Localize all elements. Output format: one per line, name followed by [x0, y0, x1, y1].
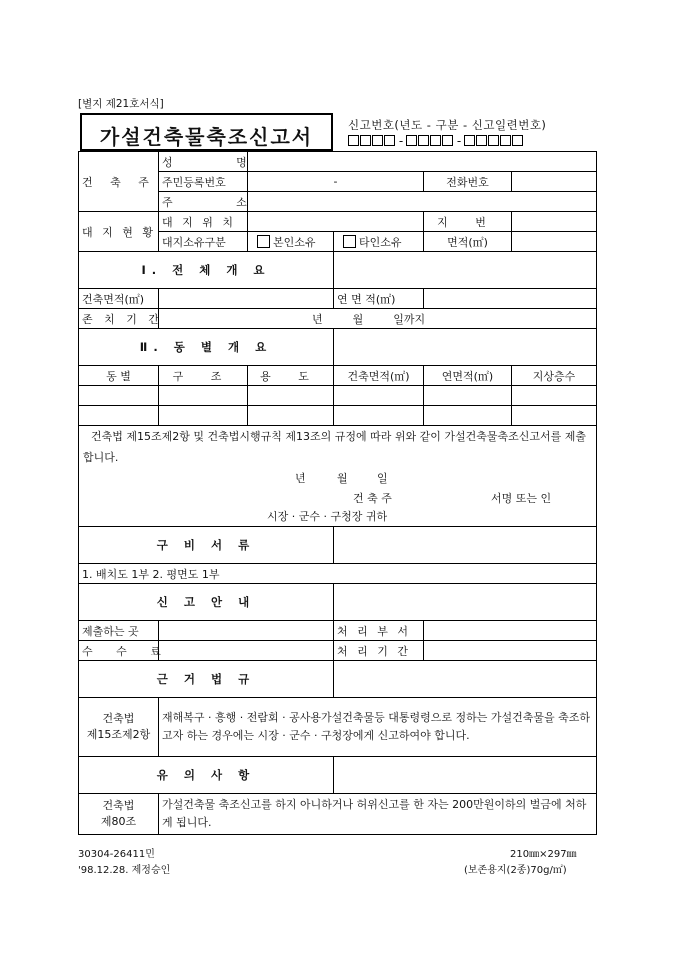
- own-checkbox[interactable]: [257, 235, 270, 248]
- documents-list: 1. 배치도 1부 2. 평면도 1부: [79, 564, 597, 584]
- lot-number-label: 지 번: [424, 212, 512, 232]
- own-option[interactable]: [248, 232, 334, 252]
- registration-number-label: 신고번호(년도 - 구분 - 신고일련번호): [348, 118, 547, 132]
- declaration-block: [79, 426, 597, 527]
- notes-section-title: 유 의 사 항: [79, 757, 334, 794]
- fee-field: [159, 641, 334, 661]
- col-building: 동 별: [79, 366, 159, 386]
- duration-month: 월: [352, 312, 364, 326]
- rrn-field[interactable]: [248, 172, 424, 192]
- guide-section-title: 신 고 안 내: [79, 584, 334, 621]
- declaration-month: 월: [337, 472, 348, 485]
- registration-number-boxes[interactable]: [348, 134, 524, 148]
- site-location-label: 대 지 위 치: [159, 212, 248, 232]
- owner-header: 건 축 주: [79, 152, 159, 212]
- col-structure: 구 조: [159, 366, 248, 386]
- dept-label: 처 리 부 서: [334, 621, 424, 641]
- name-field[interactable]: [248, 152, 597, 172]
- own-option-label: 본인소유: [273, 235, 316, 249]
- site-header: 대 지 현 황: [79, 212, 159, 252]
- legal-text: 재해복구 · 흥행 · 전람회 · 공사용가설건축물등 대통령령으로 정하는 가설건축물을 축조하고자 하는 경우에는 시장 · 군수 · 구청장에게 신고하여야 합니다.: [159, 698, 597, 757]
- declaration-text: 건축법 제15조제2항 및 건축법시행규칙 제13조의 규정에 따라 위와 같이 가설건축물축조신고서를 제출합니다.: [83, 430, 586, 464]
- duration-year: 년: [312, 312, 323, 326]
- period-field: [424, 641, 597, 661]
- guide-blank: [334, 584, 597, 621]
- documents-blank: [334, 527, 597, 564]
- documents-section-title: 구 비 서 류: [79, 527, 334, 564]
- legal-law-line2: 제15조제2항: [86, 728, 151, 741]
- ownership-label: 대지소유구분: [159, 232, 248, 252]
- rrn-label: 주민등록번호: [159, 172, 248, 192]
- notes-law-line1: 건축법: [102, 799, 135, 812]
- detail-blank: [334, 329, 597, 366]
- declaration-year: 년: [295, 472, 306, 485]
- address-field[interactable]: [248, 192, 597, 212]
- addressee: 시장 · 군수 · 구청장 귀하: [267, 510, 388, 523]
- name-label: 성 명: [159, 152, 248, 172]
- submit-place-field: [159, 621, 334, 641]
- footer-size: 210㎜×297㎜: [510, 849, 577, 860]
- page-title: 가설건축물축조신고서: [99, 125, 314, 149]
- footer-paper: (보존용지(2종)70g/㎡): [464, 865, 567, 876]
- lot-number-field[interactable]: [512, 212, 597, 232]
- rrn-separator: -: [333, 175, 338, 188]
- legal-section-title: 근 거 법 규: [79, 661, 334, 698]
- legal-blank: [334, 661, 597, 698]
- period-label: 처 리 기 간: [334, 641, 424, 661]
- site-location-field[interactable]: [248, 212, 424, 232]
- notes-text: 가설건축물 축조신고를 하지 아니하거나 허위신고를 한 자는 200만원이하의 벌금에 처하게 됩니다.: [159, 794, 597, 835]
- declaration-form: [78, 151, 597, 835]
- table-row: [79, 406, 597, 426]
- reg-dash: -: [456, 134, 462, 148]
- address-label: 주 소: [159, 192, 248, 212]
- declaration-day: 일: [377, 472, 388, 485]
- dept-field: [424, 621, 597, 641]
- phone-field[interactable]: [512, 172, 597, 192]
- footer-approval: '98.12.28. 제정승인: [78, 865, 171, 876]
- reg-dash: -: [398, 134, 404, 148]
- notes-law-ref: [79, 794, 159, 835]
- duration-label: 존 치 기 간: [79, 309, 159, 329]
- col-building-area: 건축면적(㎡): [334, 366, 424, 386]
- notes-law-line2: 제80조: [100, 815, 137, 828]
- building-area-field[interactable]: [159, 289, 334, 309]
- form-id: [별지 제21호서식]: [78, 98, 164, 110]
- col-floors: 지상층수: [512, 366, 597, 386]
- overview-blank: [334, 252, 597, 289]
- other-option-label: 타인소유: [359, 235, 402, 249]
- duration-field[interactable]: [159, 309, 597, 329]
- other-option[interactable]: [334, 232, 424, 252]
- submit-place-label: 제출하는 곳: [79, 621, 159, 641]
- total-floor-label: 연 면 적(㎡): [334, 289, 424, 309]
- area-label: 면적(㎡): [424, 232, 512, 252]
- fee-label: 수 수 료: [79, 641, 159, 661]
- duration-until: 일까지: [393, 312, 426, 326]
- col-usage: 용 도: [248, 366, 334, 386]
- footer-code: 30304-26411민: [78, 849, 155, 860]
- applicant-label: 건 축 주: [353, 492, 392, 505]
- total-floor-field[interactable]: [424, 289, 597, 309]
- area-field[interactable]: [512, 232, 597, 252]
- overview-section-title: Ⅰ. 전 체 개 요: [79, 252, 334, 289]
- building-area-label: 건축면적(㎡): [79, 289, 159, 309]
- table-row: [79, 386, 597, 406]
- signature-label: 서명 또는 인: [491, 492, 552, 505]
- legal-law-line1: 건축법: [102, 712, 135, 725]
- other-checkbox[interactable]: [343, 235, 356, 248]
- title-box: [80, 113, 333, 151]
- notes-blank: [334, 757, 597, 794]
- phone-label: 전화번호: [424, 172, 512, 192]
- col-floor-area: 연면적(㎡): [424, 366, 512, 386]
- legal-law-ref: [79, 698, 159, 757]
- detail-section-title: Ⅱ. 동 별 개 요: [79, 329, 334, 366]
